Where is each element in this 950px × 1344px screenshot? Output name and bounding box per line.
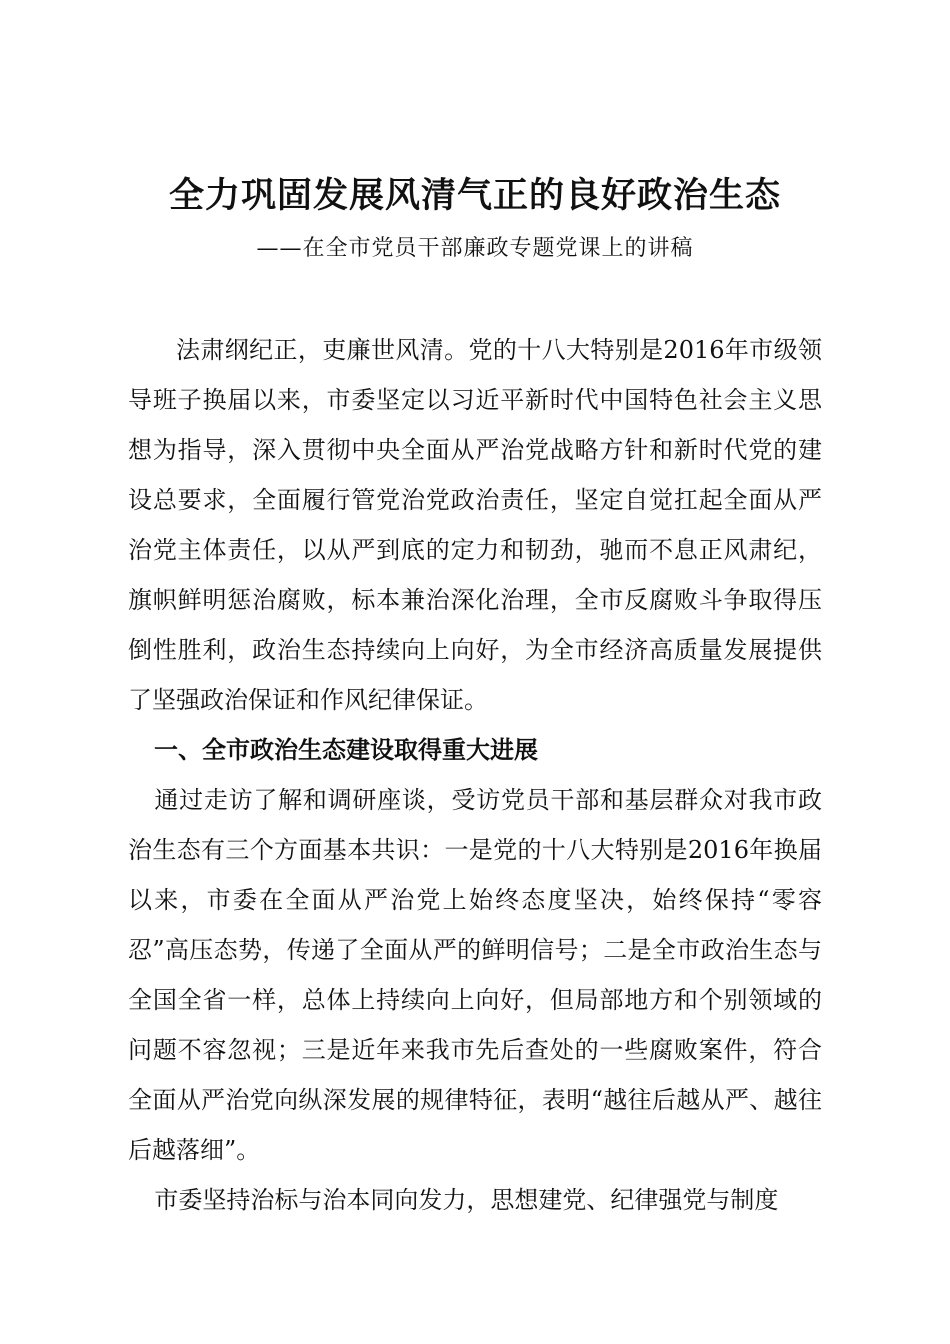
- paragraph-3: 市委坚持治标与治本同向发力，思想建党、纪律强党与制度: [154, 1186, 779, 1214]
- paragraph-2: 通过走访了解和调研座谈，受访党员干部和基层群众对我市政治生态有三个方面基本共识：一是党的十八大特别是2016年换届以来，市委在全面从严治党上始终态度坚决，始终保持“零容忍”高压态势，传递了全面从严的鲜明信号；二是全市政治生态与全国全省一样，总体上持续向上向好，但局部地方和个别领域的问题不容忽视；三是近年来我市先后查处的一些腐败案件，符合全面从严治党向纵深发展的规律特征，表明“越往后越从严、越往后越落细”。: [128, 786, 822, 1164]
- document-title: 全力巩固发展风清气正的良好政治生态: [168, 175, 781, 216]
- document-body: [128, 325, 822, 1225]
- section-heading-1: 一、全市政治生态建设取得重大进展: [154, 735, 538, 764]
- document-subtitle: ——在全市党员干部廉政专题党课上的讲稿: [256, 236, 694, 261]
- paragraph-1: 法肃纲纪正，吏廉世风清。党的十八大特别是2016年市级领导班子换届以来，市委坚定以习近平新时代中国特色社会主义思想为指导，深入贯彻中央全面从严治党战略方针和新时代党的建设总要求，全面履行管党治党政治责任，坚定自觉扛起全面从严治党主体责任，以从严到底的定力和韧劲，驰而不息正风肃纪，旗帜鲜明惩治腐败，标本兼治深化治理，全市反腐败斗争取得压倒性胜利，政治生态持续向上向好，为全市经济高质量发展提供了坚强政治保证和作风纪律保证。: [128, 336, 822, 714]
